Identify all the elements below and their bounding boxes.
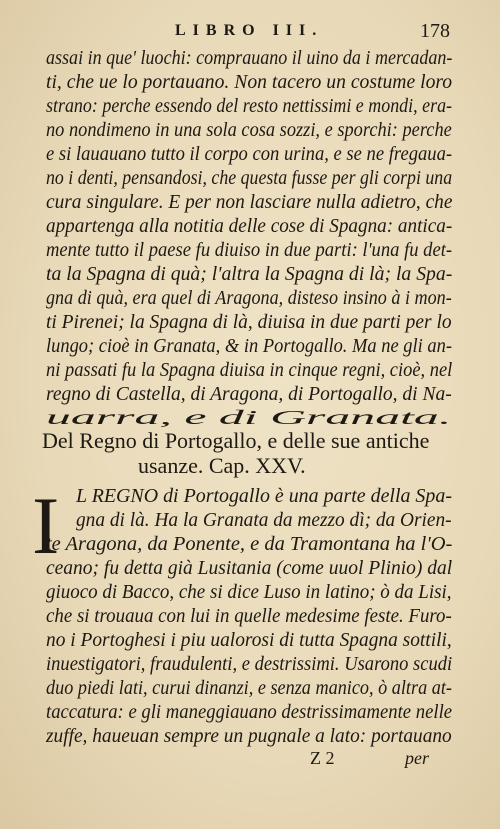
text-line: ni passati fu la Spagna diuisa in cinque regni, cioè, nel xyxy=(46,360,453,381)
text-line: gna di là. Ha la Granata da mezzo dì; da Orien- xyxy=(76,510,452,531)
page-footer xyxy=(0,748,500,772)
text-line: strano: perche essendo del resto nettissimi e mondi, era- xyxy=(46,96,453,117)
catchword: per xyxy=(405,748,429,768)
text-line: assai in que' luochi: comprauano il uino da i mercadan- xyxy=(46,48,453,69)
text-line: duo piedi lati, curui dinanzi, e senza manico, ò altra at- xyxy=(46,678,452,699)
text-line: L REGNO di Portogallo è una parte della Spa- xyxy=(76,486,452,507)
text-line: cura singulare. E per non lasciare nulla adietro, che xyxy=(46,192,453,213)
text-line: ceano; fu detta già Lusitania (come uuol Plinio) dal xyxy=(46,558,453,579)
text-line: appartenga alla notitia delle cose di Spagna: antica- xyxy=(46,216,453,237)
text-line: zuffe, haueuan sempre un pugnale a lato: portauano xyxy=(46,726,452,747)
text-line: giuoco di Bacco, che si dice Luso in latino; ò da Lisi, xyxy=(46,582,452,603)
text-line: no i denti, pensandosi, che questa fusse per gli corpi una xyxy=(46,168,453,189)
chapter-title-line-2: usanze. Cap. XXV. xyxy=(138,453,306,478)
text-line: gna di quà, era quel di Aragona, disteso insino à i mon- xyxy=(46,288,452,309)
text-line: uarra, e di Granata. xyxy=(46,408,452,429)
page-header xyxy=(0,22,500,46)
text-line: ta la Spagna di quà; l'altra la Spagna di là; la Spa- xyxy=(46,264,453,285)
text-line: inuestigatori, fraudulenti, e destrissimi. Usarono scudi xyxy=(46,654,453,675)
signature-mark: Z 2 xyxy=(310,748,335,768)
text-line: e si lauauano tutto il corpo con urina, e se ne fregaua- xyxy=(46,144,453,165)
page-number: 178 xyxy=(420,20,450,42)
text-line: no i Portoghesi i piu ualorosi di tutta Spagna sottili, xyxy=(46,630,452,651)
text-line: che si trouaua con lui in quelle medesime feste. Furo- xyxy=(46,606,452,627)
text-line: lungo; cioè in Granata, & in Portogallo. Ma ne gli an- xyxy=(46,336,452,357)
text-line: ti Pirenei; la Spagna di là, diuisa in due parti per lo xyxy=(46,312,452,333)
text-line: taccatura: e gli maneggiauano destrissimamente nelle xyxy=(46,702,453,723)
drop-cap: I xyxy=(32,480,60,571)
chapter-title-line-1: Del Regno di Portogallo, e delle sue antiche xyxy=(42,428,430,453)
text-line: ti, che ue lo portauano. Non tacero un costume loro xyxy=(46,72,453,93)
text-line: te Aragona, da Ponente, e da Tramontana ha l'O- xyxy=(46,534,453,555)
text-line: mente tutto il paese fu diuiso in due parti: l'una fu det- xyxy=(46,240,453,261)
text-line: no nondimeno in una sola cosa sozzi, e sporchi: perche xyxy=(46,120,452,141)
text-line: regno di Castella, di Aragona, di Portogallo, di Na- xyxy=(46,384,452,405)
running-head: LIBRO III. xyxy=(175,22,324,39)
